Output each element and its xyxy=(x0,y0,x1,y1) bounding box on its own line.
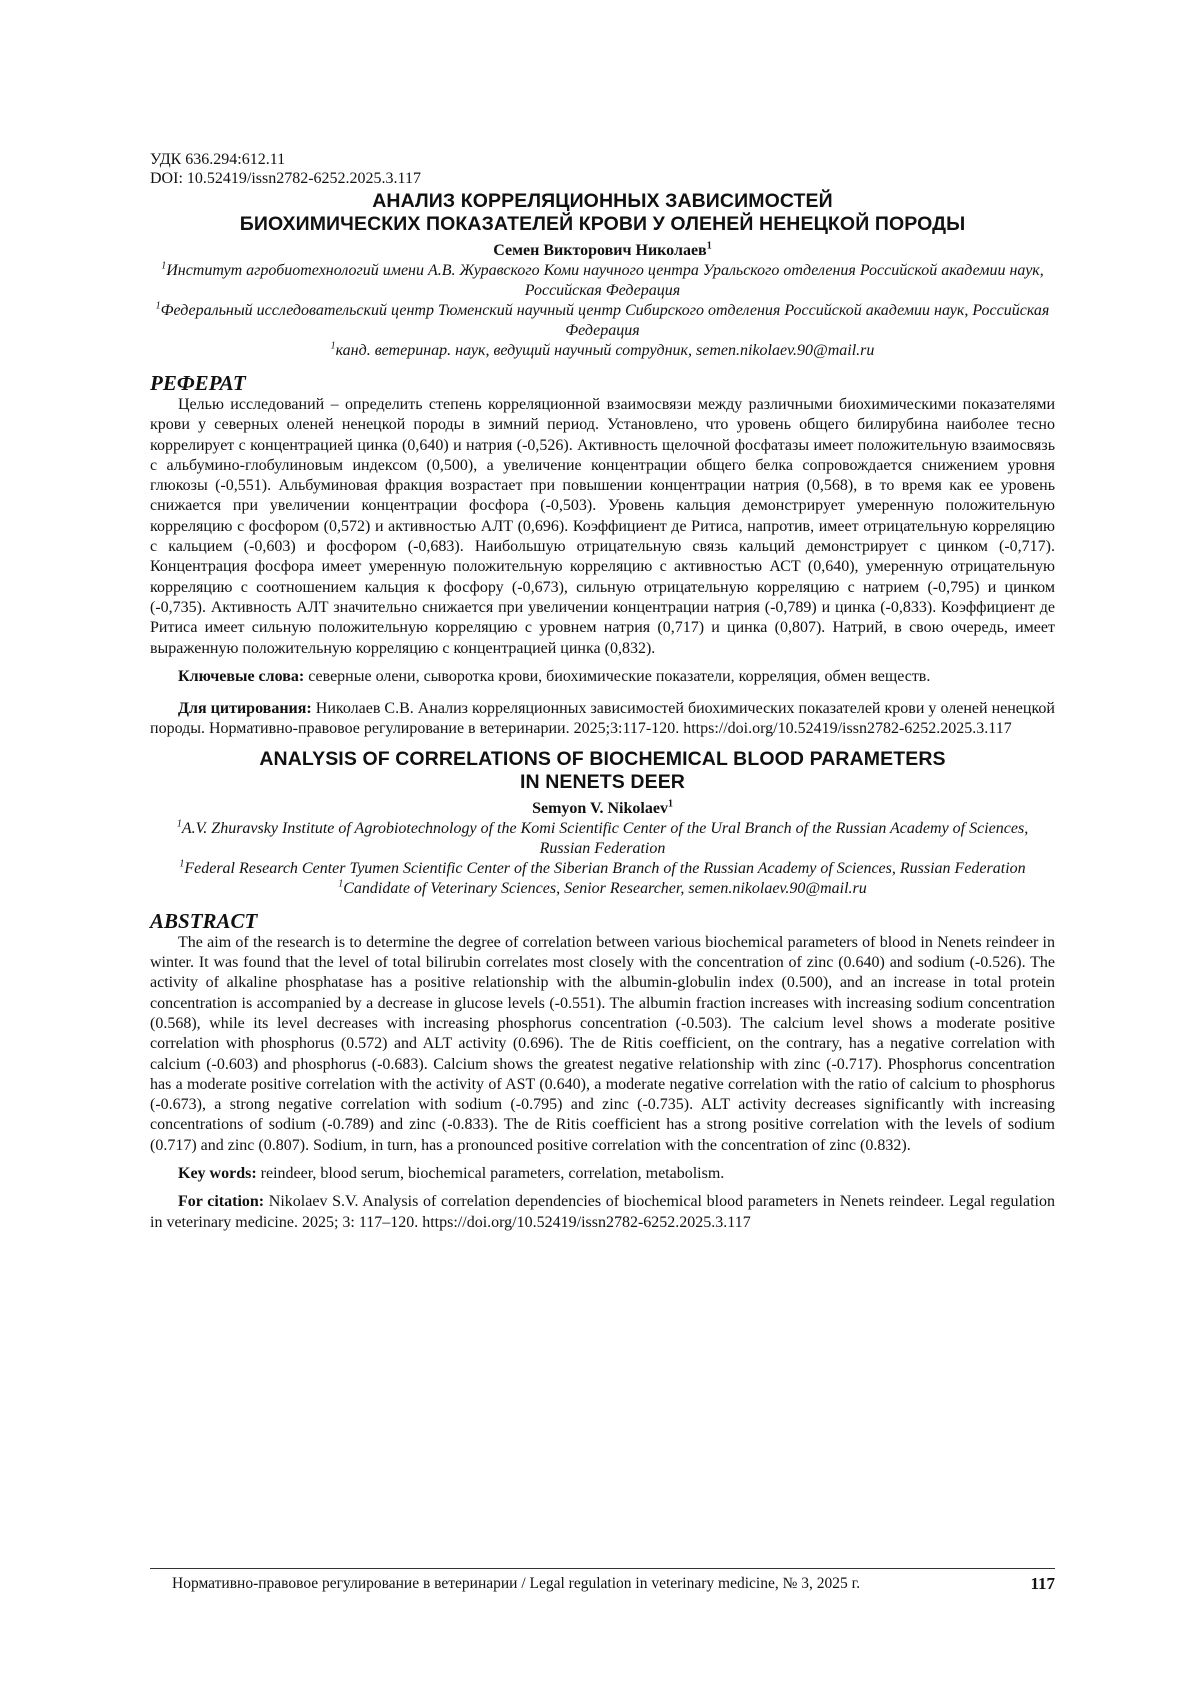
ru-keywords-text: северные олени, сыворотка крови, биохимические показатели, корреляция, обмен веществ. xyxy=(304,668,930,685)
en-author-sup: 1 xyxy=(668,798,673,809)
ru-citation-label: Для цитирования: xyxy=(178,700,312,717)
en-affiliation-3-text: Candidate of Veterinary Sciences, Senior Researcher, semen.nikolaev.90@mail.ru xyxy=(343,880,866,897)
en-title-line-2: IN NENETS DEER xyxy=(150,771,1055,794)
en-affiliation-2-text: Federal Research Center Tyumen Scientific Center of the Siberian Branch of the Russian Academy of Sciences, Russian Federation xyxy=(184,860,1025,877)
doi-line: DOI: 10.52419/issn2782-6252.2025.3.117 xyxy=(150,169,1055,188)
ru-affiliation-1-text: Институт агробиотехнологий имени А.В. Журавского Коми научного центра Уральского отделения Российской академии наук, Российская Федерация xyxy=(166,262,1044,299)
en-title-line-1: ANALYSIS OF CORRELATIONS OF BIOCHEMICAL BLOOD PARAMETERS xyxy=(150,748,1055,771)
en-title xyxy=(150,748,1055,794)
en-affiliation-3-sup: 1 xyxy=(338,878,343,889)
ru-author-name: Семен Викторович Николаев xyxy=(493,242,706,259)
en-citation-label: For citation: xyxy=(178,1193,264,1210)
ru-keywords xyxy=(150,667,1055,687)
en-affiliation-3 xyxy=(150,879,1055,899)
en-citation xyxy=(150,1192,1055,1233)
ru-abstract-text: Целью исследований – определить степень корреляционной взаимосвязи между различными биохимическими показателями крови у северных оленей ненецкой породы в зимний период. Установлено, что уровень общего билирубина наиболее тесно коррелирует с концентрацией цинка (0,640) и натрия (-0,526). Активность щелочной фосфатазы имеет положительную взаимосвязь с альбумино-глобулиновым индексом (0,500), а увеличение концентрации общего белка сопровождается снижением уровня глюкозы (-0,551). Альбуминовая фракция возрастает при повышении концентрации натрия (0,568), в то время как ее уровень снижается при увеличении концентрации фосфора (-0,503). Уровень кальция демонстрирует умеренную положительную корреляцию с фосфором (0,572) и активностью АЛТ (0,696). Коэффициент де Ритиса, напротив, имеет отрицательную корреляцию с кальцием (-0,603) и фосфором (-0,683). Наибольшую отрицательную связь кальций демонстрирует с цинком (-0,717). Концентрация фосфора имеет умеренную положительную корреляцию с активностью АСТ (0,640), умеренную отрицательную корреляцию с соотношением кальция к фосфору (-0,673), сильную отрицательную корреляцию с натрием (-0,795) и цинком (-0,735). Активность АЛТ значительно снижается при увеличении концентрации натрия (-0,789) и цинка (-0,833). Коэффициент де Ритиса имеет сильную положительную корреляцию с уровнем натрия (0,717) и цинка (0,807). Натрий, в свою очередь, имеет выраженную положительную корреляцию с концентрацией цинка (0,832). xyxy=(150,395,1055,659)
en-keywords xyxy=(150,1164,1055,1184)
ru-title-line-1: АНАЛИЗ КОРРЕЛЯЦИОННЫХ ЗАВИСИМОСТЕЙ xyxy=(150,190,1055,213)
ru-affiliation-1 xyxy=(150,261,1055,301)
en-affiliation-1-sup: 1 xyxy=(177,818,182,829)
ru-keywords-label: Ключевые слова: xyxy=(178,668,304,685)
ru-affiliation-3-sup: 1 xyxy=(331,341,336,352)
ru-affiliation-2 xyxy=(150,301,1055,341)
en-abstract-text: The aim of the research is to determine the degree of correlation between various biochemical parameters of blood in Nenets reindeer in winter. It was found that the level of total bilirubin correlates most closely with the concentration of zinc (0.640) and sodium (-0.526). The activity of alkaline phosphatase has a positive relationship with the albumin-globulin index (0.500), and an increase in total protein concentration is accompanied by a decrease in glucose levels (-0.551). The albumin fraction increases with increasing sodium concentration (0.568), while its level decreases with increasing phosphorus concentration (-0.503). The calcium level shows a moderate positive correlation with phosphorus (0.572) and ALT activity (0.696). The de Ritis coefficient, on the contrary, has a negative correlation with calcium (-0.603) and phosphorus (-0.683). Calcium shows the greatest negative relationship with zinc (-0.717). Phosphorus concentration has a moderate positive correlation with the activity of AST (0.640), a moderate negative correlation with the ratio of calcium to phosphorus (-0.673), a strong negative correlation with sodium (-0.795) and zinc (-0.735). ALT activity decreases significantly with increasing concentrations of sodium (-0.789) and zinc (-0.833). The de Ritis coefficient has a strong positive correlation with the levels of sodium (0.717) and zinc (0.807). Sodium, in turn, has a pronounced positive correlation with the concentration of zinc (0.832). xyxy=(150,933,1055,1156)
en-keywords-label: Key words: xyxy=(178,1165,257,1182)
en-affiliation-2-sup: 1 xyxy=(179,858,184,869)
ru-affiliation-2-sup: 1 xyxy=(156,301,161,312)
en-affiliation-1-text: A.V. Zhuravsky Institute of Agrobiotechnology of the Komi Scientific Center of the Ural Branch of the Russian Academy of Sciences, Russian Federation xyxy=(182,820,1028,857)
footer-journal: Нормативно-правовое регулирование в ветеринарии / Legal regulation in veterinary medicine, № 3, 2025 г. xyxy=(172,1574,860,1594)
en-affiliation-1 xyxy=(150,819,1055,859)
ru-author xyxy=(150,241,1055,261)
footer-divider xyxy=(150,1568,1055,1569)
ru-abstract-heading: РЕФЕРАТ xyxy=(150,371,1055,395)
ru-citation-text: Николаев С.В. Анализ корреляционных зависимостей биохимических показателей крови у оленей ненецкой породы. Нормативно-правовое регулирование в ветеринарии. 2025;3:117-120. https://doi.org/10.52419/issn2782-6252.2025.3.117 xyxy=(150,700,1055,737)
ru-affiliation-1-sup: 1 xyxy=(161,261,166,272)
ru-affiliation-2-text: Федеральный исследовательский центр Тюменский научный центр Сибирского отделения Российской академии наук, Российская Федерация xyxy=(161,302,1050,339)
en-author xyxy=(150,799,1055,819)
en-abstract-heading: ABSTRACT xyxy=(150,909,1055,933)
udc-code: УДК 636.294:612.11 xyxy=(150,150,1055,169)
en-author-name: Semyon V. Nikolaev xyxy=(532,800,668,817)
ru-affiliation-3-text: канд. ветеринар. наук, ведущий научный сотрудник, semen.nikolaev.90@mail.ru xyxy=(336,342,875,359)
en-affiliation-2 xyxy=(150,859,1055,879)
en-citation-text: Nikolaev S.V. Analysis of correlation dependencies of biochemical blood parameters in Nenets reindeer. Legal regulation in veterinary medicine. 2025; 3: 117–120. https://doi.org/10.52419/issn2782-6252.2025.3.117 xyxy=(150,1193,1055,1230)
en-keywords-text: reindeer, blood serum, biochemical parameters, correlation, metabolism. xyxy=(257,1165,725,1182)
ru-affiliation-3 xyxy=(150,341,1055,361)
ru-author-sup: 1 xyxy=(707,241,712,252)
page-number: 117 xyxy=(1030,1574,1055,1594)
ru-title xyxy=(150,190,1055,236)
article-first-page xyxy=(150,150,1055,1233)
ru-citation xyxy=(150,699,1055,740)
ru-title-line-2: БИОХИМИЧЕСКИХ ПОКАЗАТЕЛЕЙ КРОВИ У ОЛЕНЕЙ НЕНЕЦКОЙ ПОРОДЫ xyxy=(150,213,1055,236)
